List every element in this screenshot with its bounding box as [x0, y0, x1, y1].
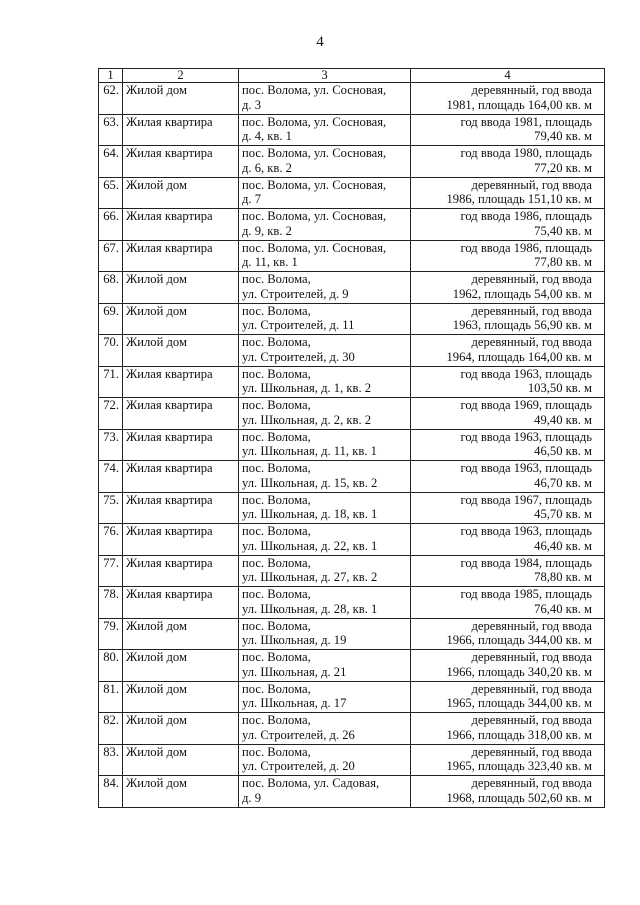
- row-number: 72.: [99, 398, 123, 430]
- property-description: год ввода 1963, площадь 46,50 кв. м: [411, 429, 605, 461]
- table-row: [99, 744, 605, 776]
- property-description: деревянный, год ввода 1968, площадь 502,60 кв. м: [411, 776, 605, 808]
- property-type: Жилая квартира: [123, 146, 239, 178]
- row-number: 65.: [99, 177, 123, 209]
- property-address: пос. Волома, ул. Сосновая, д. 7: [239, 177, 411, 209]
- row-number: 78.: [99, 587, 123, 619]
- property-address: пос. Волома, ул. Школьная, д. 2, кв. 2: [239, 398, 411, 430]
- property-type: Жилая квартира: [123, 114, 239, 146]
- page-number: 4: [316, 34, 324, 50]
- table-row: [99, 146, 605, 178]
- property-type: Жилая квартира: [123, 555, 239, 587]
- property-type: Жилая квартира: [123, 240, 239, 272]
- property-address: пос. Волома, ул. Строителей, д. 26: [239, 713, 411, 745]
- row-number: 76.: [99, 524, 123, 556]
- property-type: Жилой дом: [123, 618, 239, 650]
- table-row: [99, 177, 605, 209]
- property-type: Жилой дом: [123, 713, 239, 745]
- property-type: Жилой дом: [123, 83, 239, 115]
- property-type: Жилой дом: [123, 650, 239, 682]
- property-description: деревянный, год ввода 1966, площадь 340,20 кв. м: [411, 650, 605, 682]
- table-row: [99, 650, 605, 682]
- property-description: деревянный, год ввода 1986, площадь 151,10 кв. м: [411, 177, 605, 209]
- property-address: пос. Волома, ул. Школьная, д. 27, кв. 2: [239, 555, 411, 587]
- table-header: [99, 69, 605, 83]
- property-type: Жилая квартира: [123, 524, 239, 556]
- row-number: 62.: [99, 83, 123, 115]
- property-type: Жилой дом: [123, 272, 239, 304]
- table-row: [99, 429, 605, 461]
- table-row: [99, 366, 605, 398]
- property-description: деревянный, год ввода 1966, площадь 318,00 кв. м: [411, 713, 605, 745]
- table-row: [99, 587, 605, 619]
- property-address: пос. Волома, ул. Школьная, д. 19: [239, 618, 411, 650]
- row-number: 75.: [99, 492, 123, 524]
- row-number: 77.: [99, 555, 123, 587]
- property-address: пос. Волома, ул. Школьная, д. 28, кв. 1: [239, 587, 411, 619]
- table-row: [99, 398, 605, 430]
- property-type: Жилой дом: [123, 776, 239, 808]
- property-description: год ввода 1967, площадь 45,70 кв. м: [411, 492, 605, 524]
- property-address: пос. Волома, ул. Школьная, д. 22, кв. 1: [239, 524, 411, 556]
- header-row: [99, 69, 605, 83]
- property-description: год ввода 1984, площадь 78,80 кв. м: [411, 555, 605, 587]
- row-number: 81.: [99, 681, 123, 713]
- property-address: пос. Волома, ул. Школьная, д. 1, кв. 2: [239, 366, 411, 398]
- property-description: год ввода 1969, площадь 49,40 кв. м: [411, 398, 605, 430]
- column-header-2: 2: [123, 69, 239, 83]
- table-row: [99, 303, 605, 335]
- property-address: пос. Волома, ул. Сосновая, д. 3: [239, 83, 411, 115]
- table-row: [99, 240, 605, 272]
- property-table: [98, 68, 605, 808]
- table-row: [99, 555, 605, 587]
- table-row: [99, 618, 605, 650]
- row-number: 82.: [99, 713, 123, 745]
- row-number: 79.: [99, 618, 123, 650]
- property-description: деревянный, год ввода 1966, площадь 344,00 кв. м: [411, 618, 605, 650]
- property-type: Жилой дом: [123, 681, 239, 713]
- column-header-3: 3: [239, 69, 411, 83]
- column-header-4: 4: [411, 69, 605, 83]
- property-description: год ввода 1986, площадь 75,40 кв. м: [411, 209, 605, 241]
- property-type: Жилой дом: [123, 335, 239, 367]
- property-address: пос. Волома, ул. Сосновая, д. 11, кв. 1: [239, 240, 411, 272]
- table-body: [99, 83, 605, 808]
- table-row: [99, 776, 605, 808]
- row-number: 68.: [99, 272, 123, 304]
- property-address: пос. Волома, ул. Школьная, д. 15, кв. 2: [239, 461, 411, 493]
- row-number: 69.: [99, 303, 123, 335]
- property-type: Жилая квартира: [123, 398, 239, 430]
- property-type: Жилой дом: [123, 177, 239, 209]
- row-number: 73.: [99, 429, 123, 461]
- table-row: [99, 83, 605, 115]
- table-row: [99, 335, 605, 367]
- row-number: 66.: [99, 209, 123, 241]
- column-header-1: 1: [99, 69, 123, 83]
- row-number: 67.: [99, 240, 123, 272]
- row-number: 74.: [99, 461, 123, 493]
- property-address: пос. Волома, ул. Строителей, д. 30: [239, 335, 411, 367]
- property-address: пос. Волома, ул. Садовая, д. 9: [239, 776, 411, 808]
- property-description: деревянный, год ввода 1965, площадь 344,00 кв. м: [411, 681, 605, 713]
- property-type: Жилая квартира: [123, 587, 239, 619]
- table-row: [99, 209, 605, 241]
- property-address: пос. Волома, ул. Сосновая, д. 9, кв. 2: [239, 209, 411, 241]
- row-number: 71.: [99, 366, 123, 398]
- table-row: [99, 272, 605, 304]
- property-type: Жилая квартира: [123, 429, 239, 461]
- property-type: Жилой дом: [123, 744, 239, 776]
- property-description: год ввода 1980, площадь 77,20 кв. м: [411, 146, 605, 178]
- property-address: пос. Волома, ул. Строителей, д. 20: [239, 744, 411, 776]
- table-row: [99, 461, 605, 493]
- row-number: 84.: [99, 776, 123, 808]
- property-type: Жилая квартира: [123, 366, 239, 398]
- property-description: год ввода 1963, площадь 46,40 кв. м: [411, 524, 605, 556]
- property-address: пос. Волома, ул. Школьная, д. 21: [239, 650, 411, 682]
- row-number: 83.: [99, 744, 123, 776]
- property-description: деревянный, год ввода 1964, площадь 164,00 кв. м: [411, 335, 605, 367]
- property-address: пос. Волома, ул. Школьная, д. 11, кв. 1: [239, 429, 411, 461]
- table-row: [99, 713, 605, 745]
- table-row: [99, 681, 605, 713]
- property-description: деревянный, год ввода 1981, площадь 164,00 кв. м: [411, 83, 605, 115]
- row-number: 80.: [99, 650, 123, 682]
- property-address: пос. Волома, ул. Строителей, д. 11: [239, 303, 411, 335]
- property-address: пос. Волома, ул. Строителей, д. 9: [239, 272, 411, 304]
- property-description: год ввода 1981, площадь 79,40 кв. м: [411, 114, 605, 146]
- property-address: пос. Волома, ул. Школьная, д. 18, кв. 1: [239, 492, 411, 524]
- property-address: пос. Волома, ул. Сосновая, д. 6, кв. 2: [239, 146, 411, 178]
- property-address: пос. Волома, ул. Сосновая, д. 4, кв. 1: [239, 114, 411, 146]
- property-description: год ввода 1963, площадь 103,50 кв. м: [411, 366, 605, 398]
- property-address: пос. Волома, ул. Школьная, д. 17: [239, 681, 411, 713]
- row-number: 70.: [99, 335, 123, 367]
- table-row: [99, 492, 605, 524]
- row-number: 63.: [99, 114, 123, 146]
- property-description: год ввода 1985, площадь 76,40 кв. м: [411, 587, 605, 619]
- property-description: деревянный, год ввода 1962, площадь 54,00 кв. м: [411, 272, 605, 304]
- row-number: 64.: [99, 146, 123, 178]
- property-description: год ввода 1963, площадь 46,70 кв. м: [411, 461, 605, 493]
- table-row: [99, 524, 605, 556]
- property-description: деревянный, год ввода 1963, площадь 56,90 кв. м: [411, 303, 605, 335]
- property-description: деревянный, год ввода 1965, площадь 323,40 кв. м: [411, 744, 605, 776]
- property-type: Жилая квартира: [123, 209, 239, 241]
- property-type: Жилая квартира: [123, 461, 239, 493]
- property-type: Жилая квартира: [123, 492, 239, 524]
- property-description: год ввода 1986, площадь 77,80 кв. м: [411, 240, 605, 272]
- property-type: Жилой дом: [123, 303, 239, 335]
- table-row: [99, 114, 605, 146]
